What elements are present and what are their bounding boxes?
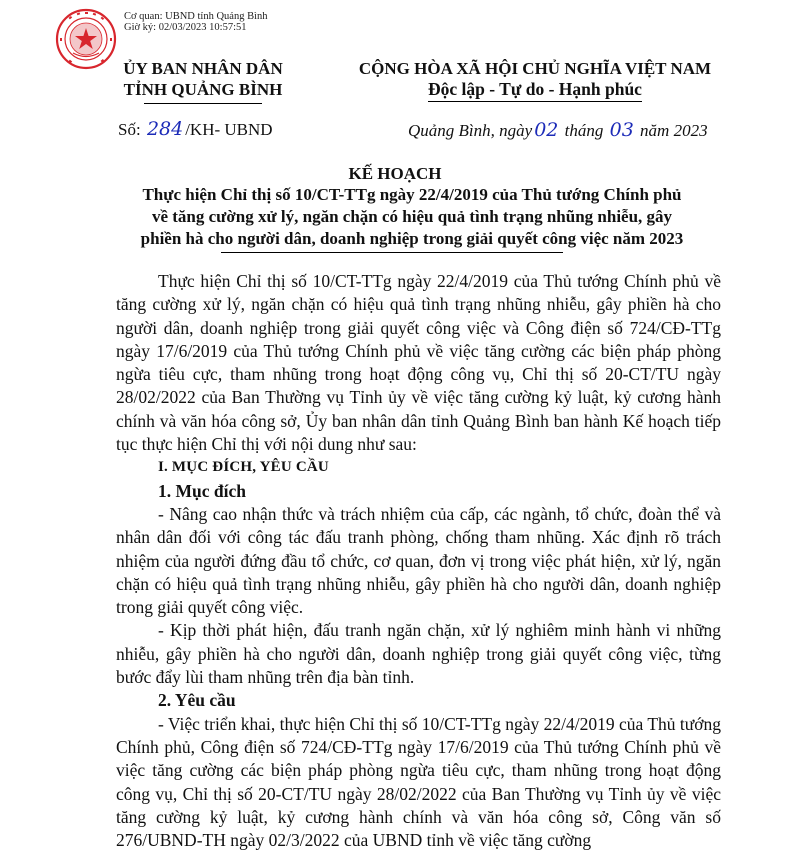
document-subtitle [92, 184, 732, 250]
national-motto [320, 58, 750, 101]
doc-number-prefix: Số: [118, 120, 141, 139]
subsection-heading-purpose: 1. Mục đích [158, 480, 246, 501]
authority-line2: TỈNH QUẢNG BÌNH [123, 80, 283, 99]
signature-agency: Cơ quan: UBND tỉnh Quảng Bình [124, 11, 268, 22]
document-body [116, 270, 721, 852]
date-place: Quảng Bình, ngày [408, 121, 533, 140]
section-heading: I. MỤC ĐÍCH, YÊU CẦU [158, 459, 329, 476]
date-month-label: tháng [564, 121, 604, 140]
date-day-handwritten: 02 [534, 119, 559, 141]
issuing-authority [88, 58, 318, 100]
doc-number-suffix: /KH- UBND [185, 120, 273, 139]
date-year: năm 2023 [640, 121, 708, 140]
purpose-paragraph-1: - Nâng cao nhận thức và trách nhiệm của cấp, các ngành, tổ chức, đoàn thể và nhân dân đối với công tác đấu tranh phòng, chống tham nhũng. Xác định rõ trách nhiệm của người đứng đầu tổ chức, cơ quan, đơn vị trong việc phát hiện, xử lý, ngăn chặn có hiệu quả tình trạng nhũng nhiễu, gây phiền hà cho người dân, doanh nghiệp trong giải quyết công việc. [116, 503, 721, 618]
authority-line1: ỦY BAN NHÂN DÂN [123, 59, 283, 78]
subtitle-line1: Thực hiện Chỉ thị số 10/CT-TTg ngày 22/4/2019 của Thủ tướng Chính phủ [142, 185, 682, 204]
issue-date [408, 119, 708, 141]
subtitle-line3: phiền hà cho người dân, doanh nghiệp trong giải quyết công việc năm 2023 [140, 229, 684, 248]
intro-paragraph: Thực hiện Chỉ thị số 10/CT-TTg ngày 22/4/2019 của Thủ tướng Chính phủ về tăng cường xử lý, ngăn chặn có hiệu quả tình trạng nhũng nhiễu, gây phiền hà cho người dân, doanh nghiệp trong giải quyết công việc và Công điện số 724/CĐ-TTg ngày 17/6/2019 của Thủ tướng Chính phủ về việc tăng cường các biện pháp phòng ngừa tiêu cực, tham nhũng trong hoạt động công vụ, Chỉ thị số 20-CT/TU ngày 28/02/2022 của Ban Thường vụ Tỉnh ủy về việc tăng cường kỷ luật, kỷ cương hành chính và văn hóa công sở, Ủy ban nhân dân tỉnh Quảng Bình ban hành Kế hoạch tiếp tục thực hiện Chỉ thị với nội dung như sau: [116, 271, 721, 455]
document-title: KẾ HOẠCH [348, 164, 442, 183]
requirements-paragraph-1: - Việc triển khai, thực hiện Chỉ thị số 10/CT-TTg ngày 22/4/2019 của Thủ tướng Chính phủ, Công điện số 724/CĐ-TTg ngày 17/6/2019 của Thủ tướng Chính phủ về việc tăng cường các biện pháp phòng ngừa tiêu cực, tham nhũng trong hoạt động công vụ, Chỉ thị số 20-CT/TU ngày 28/02/2022 của Ban Thường vụ Tỉnh ủy về việc tăng cường kỷ luật, kỷ cương hành chính và văn hóa công sở, Công văn số 276/UBND-TH ngày 02/3/2022 của UBND tỉnh về việc tăng cường [116, 713, 721, 851]
digital-signature-info [124, 11, 268, 33]
doc-number-handwritten: 284 [146, 118, 184, 140]
signature-time: Giờ ký: 02/03/2023 10:57:51 [124, 22, 247, 33]
subsection-heading-requirements: 2. Yêu cầu [158, 690, 236, 711]
motto-line: Độc lập - Tự do - Hạnh phúc [428, 79, 642, 99]
date-month-handwritten: 03 [609, 119, 634, 141]
purpose-paragraph-2: - Kịp thời phát hiện, đấu tranh ngăn chặn, xử lý nghiêm minh hành vi những nhiễu, gây phiền hà cho người dân, doanh nghiệp trong giải quyết công việc, từng bước đẩy lùi tham nhũng trên địa bàn tỉnh. [116, 620, 721, 688]
subtitle-line2: về tăng cường xử lý, ngăn chặn có hiệu quả tình trạng nhũng nhiễu, gây [151, 207, 673, 226]
country-name: CỘNG HÒA XÃ HỘI CHỦ NGHĨA VIỆT NAM [358, 59, 712, 78]
document-number [118, 118, 273, 140]
